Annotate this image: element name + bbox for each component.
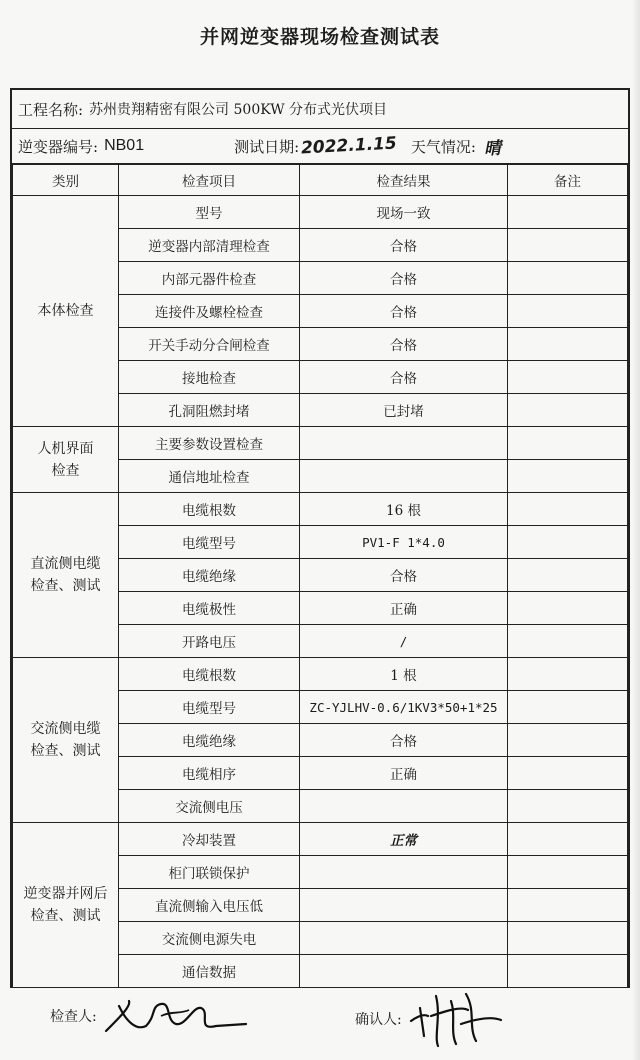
- page-title: 并网逆变器现场检查测试表: [199, 26, 440, 48]
- item-cell: 开路电压: [119, 625, 300, 658]
- table-row: [13, 427, 628, 460]
- remark-cell: [508, 295, 628, 328]
- remark-cell: [508, 493, 628, 526]
- result-cell: 正常: [300, 823, 508, 856]
- table-row: [13, 823, 628, 856]
- date-value: 2022.1.15: [300, 133, 398, 159]
- table-row: [13, 493, 628, 526]
- inspection-table: [12, 164, 628, 988]
- item-cell: 内部元器件检查: [119, 262, 300, 295]
- item-cell: 电缆极性: [119, 592, 300, 625]
- result-cell: 合格: [300, 229, 508, 262]
- category-cell: 直流侧电缆 检查、测试: [13, 493, 119, 658]
- result-cell: [300, 955, 508, 988]
- result-cell: [300, 790, 508, 823]
- header-category: 类别: [13, 165, 119, 196]
- remark-cell: [508, 460, 628, 493]
- remark-cell: [508, 526, 628, 559]
- confirmer-signature-icon: [406, 986, 516, 1052]
- remark-cell: [508, 955, 628, 988]
- header-result: 检查结果: [300, 165, 508, 196]
- remark-cell: [508, 625, 628, 658]
- item-cell: 开关手动分合闸检查: [119, 328, 300, 361]
- result-cell: [300, 460, 508, 493]
- item-cell: 型号: [119, 196, 300, 229]
- table-row: [13, 196, 628, 229]
- weather-value: 晴: [483, 138, 502, 159]
- result-cell: 合格: [300, 295, 508, 328]
- result-cell: PV1-F 1*4.0: [300, 526, 508, 559]
- remark-cell: [508, 196, 628, 229]
- item-cell: 主要参数设置检查: [119, 427, 300, 460]
- item-cell: 电缆型号: [119, 526, 300, 559]
- remark-cell: [508, 262, 628, 295]
- inspector-signature-icon: [101, 986, 251, 1046]
- item-cell: 接地检查: [119, 361, 300, 394]
- item-cell: 交流侧电源失电: [119, 922, 300, 955]
- result-cell: 合格: [300, 262, 508, 295]
- result-cell: 合格: [300, 361, 508, 394]
- weather-label: 天气情况:: [410, 137, 476, 156]
- result-cell: 合格: [300, 328, 508, 361]
- meta-row: [12, 129, 628, 164]
- category-cell: 本体检查: [13, 196, 119, 427]
- item-cell: 通信地址检查: [119, 460, 300, 493]
- inspector-label: 检查人:: [50, 1009, 97, 1025]
- project-value: 苏州贵翔精密有限公司 500KW 分布式光伏项目: [89, 102, 388, 118]
- result-cell: 已封堵: [300, 394, 508, 427]
- item-cell: 电缆相序: [119, 757, 300, 790]
- remark-cell: [508, 328, 628, 361]
- remark-cell: [508, 790, 628, 823]
- result-cell: [300, 889, 508, 922]
- remark-cell: [508, 229, 628, 262]
- header-remark: 备注: [508, 165, 628, 196]
- confirmer-label: 确认人:: [355, 1012, 402, 1028]
- remark-cell: [508, 592, 628, 625]
- result-cell: 正确: [300, 757, 508, 790]
- header-item: 检查项目: [119, 165, 300, 196]
- table-header-row: [13, 165, 628, 196]
- remark-cell: [508, 361, 628, 394]
- result-cell: 1 根: [300, 658, 508, 691]
- result-cell: /: [300, 625, 508, 658]
- inverter-label: 逆变器编号:: [18, 137, 99, 156]
- item-cell: 柜门联锁保护: [119, 856, 300, 889]
- result-cell: [300, 922, 508, 955]
- item-cell: 电缆绝缘: [119, 559, 300, 592]
- category-cell: 逆变器并网后 检查、测试: [13, 823, 119, 988]
- inverter-value: NB01: [104, 137, 145, 154]
- category-cell: 人机界面 检查: [13, 427, 119, 493]
- project-row: [12, 90, 628, 129]
- remark-cell: [508, 757, 628, 790]
- remark-cell: [508, 559, 628, 592]
- item-cell: 冷却装置: [119, 823, 300, 856]
- remark-cell: [508, 394, 628, 427]
- remark-cell: [508, 889, 628, 922]
- item-cell: 电缆绝缘: [119, 724, 300, 757]
- confirmer-signature-block: [355, 986, 516, 1052]
- category-cell: 交流侧电缆 检查、测试: [13, 658, 119, 823]
- inspector-signature-block: [50, 986, 251, 1046]
- item-cell: 电缆根数: [119, 658, 300, 691]
- item-cell: 连接件及螺栓检查: [119, 295, 300, 328]
- result-cell: 正确: [300, 592, 508, 625]
- remark-cell: [508, 658, 628, 691]
- result-cell: [300, 427, 508, 460]
- date-label: 测试日期:: [234, 137, 300, 156]
- remark-cell: [508, 823, 628, 856]
- item-cell: 直流侧输入电压低: [119, 889, 300, 922]
- item-cell: 交流侧电压: [119, 790, 300, 823]
- item-cell: 电缆根数: [119, 493, 300, 526]
- item-cell: 电缆型号: [119, 691, 300, 724]
- remark-cell: [508, 427, 628, 460]
- remark-cell: [508, 922, 628, 955]
- remark-cell: [508, 724, 628, 757]
- table-body: [13, 196, 628, 988]
- result-cell: 16 根: [300, 493, 508, 526]
- inspection-sheet: [10, 88, 630, 988]
- result-cell: 合格: [300, 724, 508, 757]
- item-cell: 逆变器内部清理检查: [119, 229, 300, 262]
- result-cell: [300, 856, 508, 889]
- page-edge-shadow: [632, 0, 640, 1060]
- remark-cell: [508, 691, 628, 724]
- result-cell: 合格: [300, 559, 508, 592]
- result-cell: ZC-YJLHV-0.6/1KV3*50+1*25: [300, 691, 508, 724]
- item-cell: 通信数据: [119, 955, 300, 988]
- table-row: [13, 658, 628, 691]
- remark-cell: [508, 856, 628, 889]
- item-cell: 孔洞阻燃封堵: [119, 394, 300, 427]
- result-cell: 现场一致: [300, 196, 508, 229]
- project-label: 工程名称:: [18, 100, 84, 119]
